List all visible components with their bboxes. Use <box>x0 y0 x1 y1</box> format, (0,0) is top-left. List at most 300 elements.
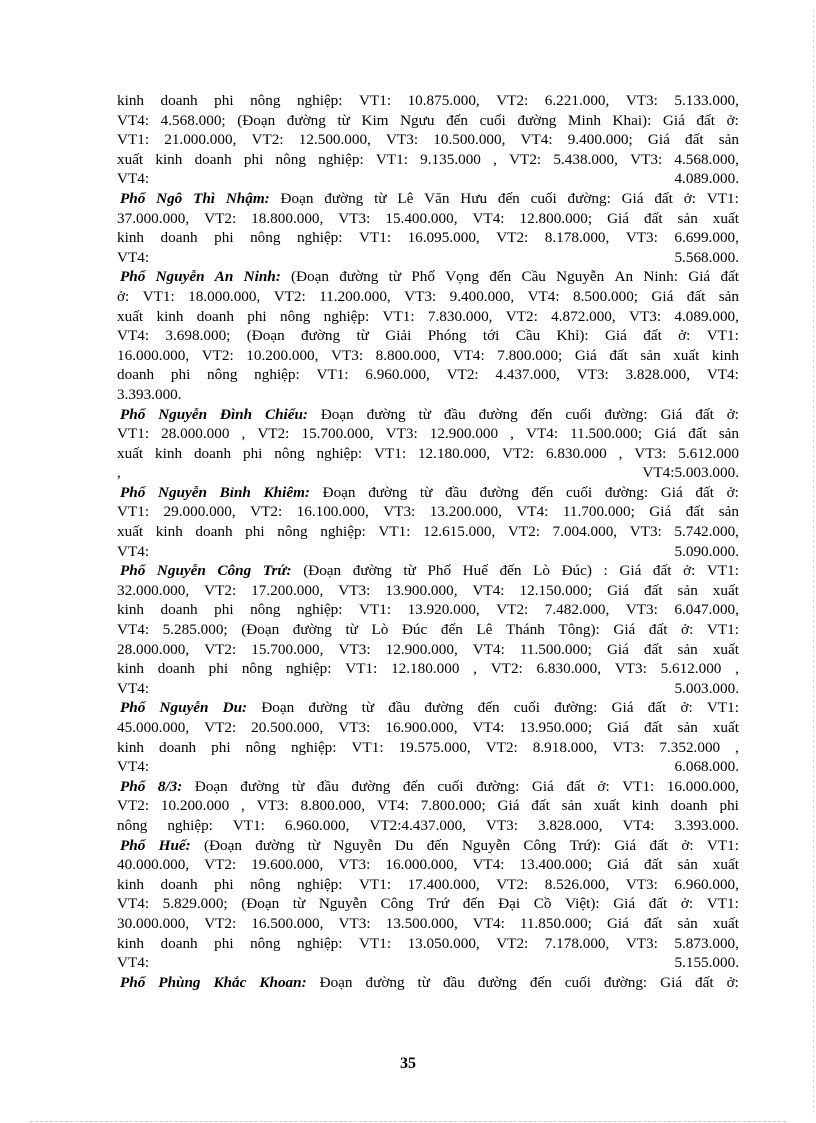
text-word: phi <box>242 444 263 462</box>
text-word: 19.600.000, <box>251 856 324 874</box>
text-word: xuất <box>117 444 144 462</box>
text-line <box>117 777 739 797</box>
line-start-text: VT4: <box>117 758 150 776</box>
text-word: từ <box>337 111 350 129</box>
text-word: VT1: <box>706 562 739 580</box>
page-edge-guide <box>813 10 814 1113</box>
document-body <box>117 91 739 992</box>
text-word: nông <box>250 934 281 952</box>
text-word: đầu <box>316 777 339 795</box>
text-word: đường <box>479 483 519 501</box>
text-word: đường <box>240 777 280 795</box>
text-word: đến <box>446 111 469 129</box>
text-word: sản <box>640 346 661 364</box>
text-word: VT2: <box>496 875 529 893</box>
text-word: 5.285.000; <box>162 621 228 639</box>
text-word: đến <box>529 973 552 991</box>
text-word: Đoạn <box>320 405 354 423</box>
text-word: VT2: <box>204 914 237 932</box>
text-word: VT1: <box>232 816 265 834</box>
text-word: Lê <box>476 621 493 639</box>
text-word: doanh <box>160 934 198 952</box>
text-word: từ <box>361 699 375 717</box>
text-word: VT2: <box>505 307 538 325</box>
text-word: đất <box>644 856 663 874</box>
text-word: 6.047.000, <box>674 601 739 619</box>
text-word: 13.900.000, <box>385 581 458 599</box>
street-name-heading-word: Nhậm: <box>225 189 270 207</box>
text-word: phi <box>245 523 265 541</box>
text-word: VT2: <box>501 444 535 462</box>
text-word: VT1: <box>706 836 739 854</box>
text-word: sản <box>718 131 739 149</box>
text-word: , <box>735 660 739 678</box>
text-word: 12.150.000; <box>519 581 593 599</box>
text-word: 9.135.000 <box>420 150 481 168</box>
text-word: đường <box>365 973 405 991</box>
text-word: phi <box>214 92 234 109</box>
text-line <box>117 385 739 405</box>
text-word: 5.742.000, <box>674 523 739 541</box>
text-word: , <box>493 150 497 168</box>
text-word: từ <box>417 973 430 991</box>
text-word: nông <box>275 150 306 168</box>
text-word: doanh <box>160 229 198 247</box>
text-word: kinh <box>155 444 183 462</box>
text-word: nghiệp: <box>296 601 343 619</box>
text-word: VT3: <box>625 934 658 952</box>
text-word: từ <box>292 895 306 913</box>
text-word: đường <box>324 189 364 207</box>
text-word: từ <box>291 777 305 795</box>
text-word: VT3: <box>485 816 518 834</box>
text-word: sản <box>718 425 739 443</box>
text-word: 5.612.000 <box>660 660 722 678</box>
street-name-heading-word: Ninh: <box>243 268 281 286</box>
text-word: xuất <box>117 150 144 168</box>
text-line <box>117 953 739 973</box>
text-line <box>117 189 739 209</box>
text-word: Huế <box>462 562 488 580</box>
text-word: VT4: <box>472 856 505 874</box>
text-word: 7.800.000; <box>420 797 486 815</box>
text-word: VT3: <box>338 914 371 932</box>
text-word: VT4: <box>472 640 505 658</box>
text-word: đường <box>351 777 391 795</box>
street-name-heading-word: Phố <box>120 483 146 501</box>
text-word: VT1: <box>706 189 739 207</box>
text-word: 8.500.000; <box>573 287 639 305</box>
text-word: phi <box>247 307 267 325</box>
text-word: đến <box>531 483 554 501</box>
text-line <box>117 894 739 914</box>
text-line <box>117 934 739 954</box>
text-word: 4.089.000, <box>674 307 739 325</box>
text-word: đến <box>477 699 500 717</box>
street-name-heading-word: Phố <box>120 562 146 580</box>
text-word: đến <box>462 895 485 913</box>
text-word: Giá <box>649 503 672 521</box>
text-word: Giá <box>688 268 711 286</box>
text-word: Lê <box>397 189 414 207</box>
text-word: phi <box>214 601 234 619</box>
text-word: 13.920.000, <box>407 601 480 619</box>
text-word: doanh <box>160 601 198 619</box>
text-word: VT3: <box>625 229 658 247</box>
street-name-heading-word: Công <box>217 562 252 580</box>
text-word: VT2:4.437.000, <box>369 816 466 834</box>
text-word: đến <box>426 836 449 854</box>
text-word: 13.050.000, <box>407 934 480 952</box>
text-word: nghiệp: <box>323 307 370 325</box>
text-line <box>117 796 739 816</box>
text-word: đất <box>649 836 669 854</box>
text-word: (Đoạn <box>291 268 330 286</box>
text-word: VT1: <box>117 425 150 443</box>
text-line <box>117 620 739 640</box>
text-word: nghiệp: <box>316 444 363 462</box>
text-word: xuất <box>712 640 739 658</box>
text-word: VT3: <box>625 601 658 619</box>
text-word: 13.500.000, <box>385 914 458 932</box>
text-word: Giá <box>654 425 677 443</box>
text-word: VT2: <box>507 523 540 541</box>
text-word: phi <box>170 366 191 384</box>
text-word: kinh <box>117 738 145 756</box>
text-word: Đoạn <box>194 777 228 795</box>
text-word: 8.918.000, <box>532 738 598 756</box>
text-word: VT2: <box>273 287 306 305</box>
text-word: kinh <box>117 934 145 952</box>
line-end-value: 4.089.000. <box>674 170 739 188</box>
text-line <box>117 169 739 189</box>
text-word: VT2: <box>446 366 479 384</box>
text-word: 9.400.000, <box>449 287 515 305</box>
text-word: đất <box>647 699 667 717</box>
text-word: VT1: <box>316 366 349 384</box>
text-word: đất <box>695 405 714 423</box>
text-word: đất <box>531 797 550 815</box>
text-word: (Đoạn <box>237 111 276 129</box>
text-word: xuất <box>712 856 739 874</box>
text-word: nông <box>279 307 311 325</box>
text-word: đất <box>644 209 663 227</box>
text-word: VT1: <box>117 131 150 149</box>
text-word: nghiệp: <box>290 738 337 756</box>
text-word: 7.482.000, <box>544 601 610 619</box>
text-word: Minh <box>568 111 601 129</box>
text-word: 29.000.000, <box>163 503 236 521</box>
text-word: 15.700.000, <box>251 640 324 658</box>
text-word: 4.568.000; <box>160 111 226 129</box>
text-word: Kim <box>361 111 389 129</box>
text-word: đường <box>352 562 392 580</box>
text-word: doanh <box>160 875 198 893</box>
text-word: VT1: <box>622 777 655 795</box>
text-word: 6.960.000, <box>365 366 430 384</box>
text-line <box>117 836 739 856</box>
text-word: VT3: <box>386 131 419 149</box>
text-word: Đúc <box>401 621 428 639</box>
text-word: Giá <box>531 777 554 795</box>
text-word: 40.000.000, <box>117 856 190 874</box>
text-word: 16.000.000, <box>666 777 739 795</box>
text-word: 11.200.000, <box>319 287 391 305</box>
text-word: sản <box>561 797 582 815</box>
text-word: kinh <box>156 307 184 325</box>
text-word: sản <box>677 856 698 874</box>
text-word: phi <box>214 934 234 952</box>
text-word: VT2: <box>204 209 237 227</box>
text-line <box>117 248 739 268</box>
text-word: Đoạn <box>261 699 295 717</box>
text-word: VT4: <box>117 895 150 913</box>
text-line <box>117 581 739 601</box>
text-line <box>117 91 739 111</box>
text-word: đất <box>688 425 707 443</box>
text-word: xuất <box>117 307 144 325</box>
text-word: từ <box>388 268 402 286</box>
text-word: đất <box>695 973 714 991</box>
text-line <box>117 738 739 758</box>
text-word: 45.000.000, <box>117 719 190 736</box>
text-word: nghiệp: <box>254 366 300 384</box>
text-word: VT3: <box>338 209 371 227</box>
text-word: Giá <box>606 640 629 658</box>
text-word: VT3: <box>383 503 416 521</box>
text-word: từ <box>419 483 433 501</box>
text-word: , <box>510 425 514 443</box>
page-number: 35 <box>400 1055 416 1072</box>
text-word: 7.800.000; <box>497 346 563 364</box>
text-line <box>117 130 739 150</box>
text-word: từ <box>345 621 358 639</box>
text-word: Giá <box>660 405 683 423</box>
text-word: 6.960.000, <box>674 875 739 893</box>
text-word: từ <box>307 836 321 854</box>
text-word: đất <box>652 562 672 580</box>
street-name-heading-word: Khoan: <box>259 973 307 991</box>
text-word: đường <box>286 111 326 129</box>
text-word: nghiệp: <box>296 875 343 893</box>
street-name-heading-word: Phố <box>120 973 146 991</box>
text-word: đầu <box>443 405 466 423</box>
text-word: VT2: <box>201 346 234 364</box>
text-word: ở: <box>117 287 130 305</box>
text-word: (Đoạn <box>204 836 242 854</box>
text-word: 28.000.000 <box>161 425 230 443</box>
text-word: Công <box>523 836 557 854</box>
text-word: sản <box>677 914 698 932</box>
street-name-heading-word: Phố <box>120 268 146 286</box>
text-word: 18.000.000, <box>188 287 261 305</box>
text-line <box>117 757 739 777</box>
text-word: Ninh: <box>643 268 678 286</box>
text-word: 16.000.000, <box>117 346 190 364</box>
text-word: Nguyễn <box>333 836 382 854</box>
text-word: Giải <box>385 327 412 345</box>
text-word: 12.900.000, <box>385 640 458 658</box>
text-word: Giá <box>607 719 630 736</box>
text-word: phi <box>214 875 234 893</box>
street-name-heading-word: Khắc <box>213 973 247 991</box>
text-word: Giá <box>607 856 630 874</box>
text-word: nông <box>250 229 281 247</box>
text-word: cuối <box>565 483 593 501</box>
text-word: VT3: <box>330 346 364 364</box>
text-word: Phố <box>427 562 452 580</box>
text-word: VT1: <box>117 503 150 521</box>
text-word: Lò <box>371 621 389 639</box>
text-word: 37.000.000, <box>117 209 190 227</box>
text-line <box>117 718 739 738</box>
text-word: Khỉ): <box>556 327 589 345</box>
text-word: xuất <box>673 346 700 364</box>
text-line <box>117 679 739 699</box>
text-word: VT3: <box>625 92 658 109</box>
text-word: Giá <box>651 287 674 305</box>
street-name-heading-word: Phố <box>120 777 146 795</box>
text-word: VT3: <box>630 150 663 168</box>
text-line <box>117 973 739 993</box>
text-word: 5.133.000, <box>674 92 739 109</box>
text-word: đất <box>643 914 663 932</box>
text-word: đường <box>424 699 464 717</box>
text-word: Cầu <box>521 268 546 286</box>
text-word: Hưu <box>460 189 488 207</box>
text-word: xuất <box>712 719 739 736</box>
text-word: kinh <box>117 601 145 619</box>
text-word: đường: <box>603 973 648 991</box>
street-name-heading-word: Phùng <box>158 973 201 991</box>
text-word: doanh <box>196 307 234 325</box>
text-line <box>117 659 739 679</box>
text-word: Phóng <box>427 327 467 345</box>
text-word: Giá <box>607 209 630 227</box>
text-word: kinh <box>155 150 183 168</box>
text-word: 17.200.000, <box>251 581 324 599</box>
text-word: VT3: <box>338 719 371 736</box>
text-word: 5.873.000, <box>674 934 739 952</box>
text-word: nông <box>250 601 281 619</box>
text-word: đường <box>292 621 332 639</box>
text-word: VT2: <box>250 503 283 521</box>
text-word: đường <box>366 405 406 423</box>
text-word: nghiệp: <box>167 816 213 834</box>
text-word: Ngưu <box>400 111 435 129</box>
text-line <box>117 542 739 562</box>
text-word: 15.700.000, <box>301 425 374 443</box>
text-word: kinh <box>117 92 145 109</box>
text-word: đường <box>255 836 295 854</box>
text-word: VT2: <box>204 581 237 599</box>
text-word: 13.200.000, <box>429 503 502 521</box>
text-word: VT2: <box>496 229 529 247</box>
line-end-value: 6.068.000. <box>674 758 739 776</box>
text-word: đất <box>643 327 662 345</box>
text-word: đầu <box>445 483 467 501</box>
text-word: ở: <box>678 327 691 345</box>
text-word: Giá <box>660 973 683 991</box>
text-word: xuất <box>712 581 739 599</box>
text-word: VT4: <box>472 914 505 932</box>
street-name-heading-word: Phố <box>120 699 146 717</box>
text-line <box>117 698 739 718</box>
text-word: đất <box>644 719 663 736</box>
text-word: Trứ): <box>569 836 601 854</box>
text-word: 30.000.000, <box>117 914 190 932</box>
text-word: sản <box>718 503 739 521</box>
text-word: 12.500.000, <box>298 131 371 149</box>
text-word: phi <box>243 150 264 168</box>
page-bottom-guide <box>30 1121 786 1122</box>
text-line <box>117 111 739 131</box>
text-word: kinh <box>711 346 739 364</box>
street-name-heading-word: Nguyễn <box>159 699 209 717</box>
text-word: đất <box>685 131 704 149</box>
text-word: VT3: <box>625 875 658 893</box>
text-word: VT1: <box>706 699 739 717</box>
text-word: 21.000.000, <box>164 131 237 149</box>
text-word: nông <box>245 738 276 756</box>
text-word: VT2: <box>509 150 542 168</box>
text-word: đường: <box>604 483 649 501</box>
text-word: Giá <box>619 562 642 580</box>
text-word: Văn <box>424 189 450 207</box>
text-word: sản <box>677 719 698 736</box>
text-word: Giá <box>611 699 634 717</box>
text-word: kinh <box>117 229 145 247</box>
text-word: đường <box>301 327 341 345</box>
text-word: đường: <box>604 405 648 423</box>
text-word: ở: <box>683 189 696 207</box>
text-word: (Đoạn <box>246 327 285 345</box>
text-word: đường <box>478 405 518 423</box>
text-word: ở: <box>680 699 693 717</box>
text-word: , <box>618 444 623 462</box>
text-line <box>117 600 739 620</box>
text-word: 10.500.000, <box>433 131 506 149</box>
street-name-heading-word: Phố <box>120 405 146 423</box>
text-word: Tông): <box>558 621 600 639</box>
text-line <box>117 640 739 660</box>
text-line <box>117 424 739 444</box>
text-word: : <box>603 562 608 580</box>
text-word: VT4: <box>117 111 150 129</box>
text-word: VT1: <box>374 444 407 462</box>
text-word: phi <box>208 660 229 678</box>
text-word: sản <box>718 287 739 305</box>
text-word: 11.500.000; <box>519 640 592 658</box>
text-word: 6.960.000, <box>284 816 350 834</box>
text-word: doanh <box>160 92 198 109</box>
text-word: ở: <box>726 405 739 423</box>
text-word: doanh <box>195 523 233 541</box>
text-word: nghiệp: <box>285 660 332 678</box>
text-word: 13.400.000; <box>519 856 593 874</box>
text-word: 6.221.000, <box>544 92 610 109</box>
line-end-value: 5.568.000. <box>674 248 739 266</box>
text-word: Du <box>394 836 414 854</box>
text-word: tới <box>482 327 500 345</box>
text-word: VT4: <box>376 797 409 815</box>
line-end-value: 5.155.000. <box>674 954 739 972</box>
text-word: đất <box>696 111 716 129</box>
line-end-value: 5.003.000. <box>674 679 739 697</box>
text-word: (Đoạn <box>303 562 342 580</box>
line-start-text: VT4: <box>117 542 150 560</box>
text-word: Trứ <box>427 895 450 913</box>
